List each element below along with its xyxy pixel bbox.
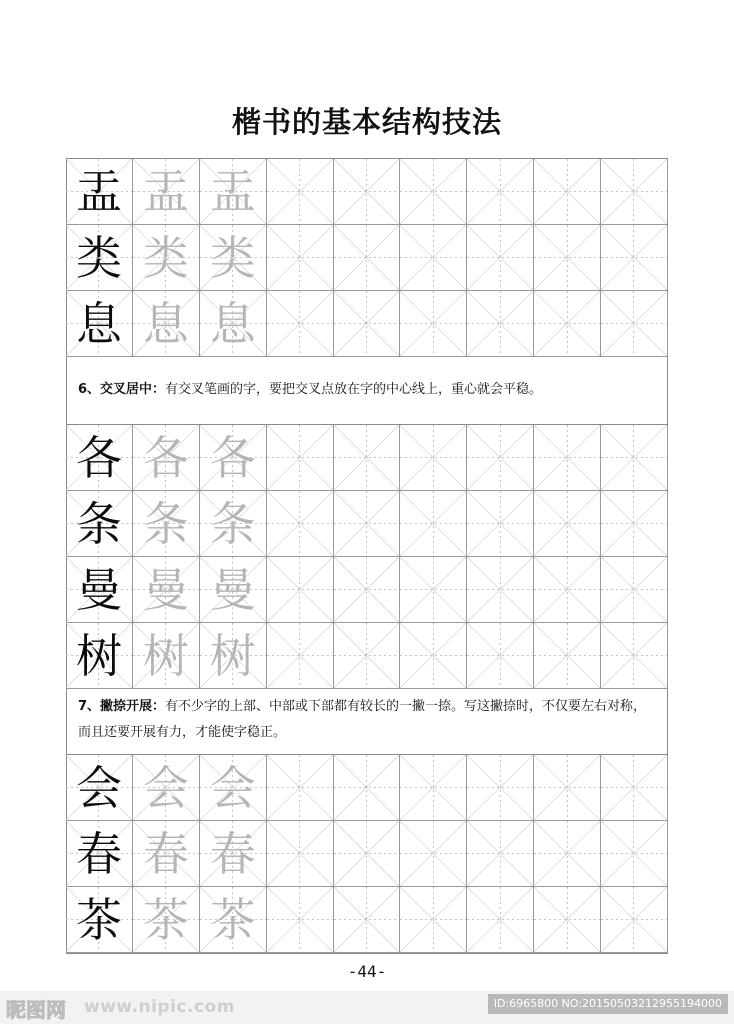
grid-cell [534,159,601,225]
trace-character: 茶 [142,892,189,947]
grid-cell [133,557,200,623]
grid-cell [66,887,133,953]
grid-cell [133,491,200,557]
grid-cell [133,225,200,291]
grid-cell [200,887,267,953]
grid-cell [267,623,334,689]
grid-cell [467,225,534,291]
trace-character: 条 [209,496,256,551]
grid-cell [200,623,267,689]
grid-cell [601,291,668,357]
grid-cell [400,557,467,623]
trace-character: 春 [142,826,189,881]
watermark-id: ID:6965800 NO:20150503212955194000 [488,994,728,1014]
grid-cell [66,491,133,557]
grid-cell [400,159,467,225]
grid-cell [534,821,601,887]
grid-cell [534,491,601,557]
note-heading: 6、交叉居中： [78,382,166,397]
grid-cell [601,159,668,225]
grid-cell [601,821,668,887]
grid-cell [267,425,334,491]
page-number: -44- [347,962,387,981]
grid-cell [534,425,601,491]
trace-character: 曼 [209,562,256,617]
grid-cell [267,291,334,357]
grid-cell [467,557,534,623]
grid-cell [467,491,534,557]
grid-cell [133,821,200,887]
trace-character: 曼 [142,562,189,617]
grid-cell [601,557,668,623]
trace-character: 条 [142,496,189,551]
grid-cell [467,887,534,953]
model-character: 曼 [75,562,122,617]
grid-cell [334,425,401,491]
grid-cell [133,755,200,821]
grid-cell [334,159,401,225]
trace-character: 类 [142,230,189,285]
grid-cell [400,291,467,357]
grid-cell [334,557,401,623]
grid-cell [334,491,401,557]
trace-character: 春 [209,826,256,881]
grid-cell [467,159,534,225]
model-character: 各 [75,430,122,485]
grid-cell [400,491,467,557]
grid-cell [334,623,401,689]
grid-cell [66,225,133,291]
grid-cell [200,225,267,291]
model-character: 盂 [75,164,122,219]
grid-cell [133,159,200,225]
grid-cell [467,821,534,887]
trace-character: 类 [209,230,256,285]
grid-cell [334,291,401,357]
model-character: 树 [75,628,122,683]
model-character: 茶 [75,892,122,947]
grid-cell [200,291,267,357]
grid-cell [400,623,467,689]
grid-cell [400,887,467,953]
grid-cell [400,755,467,821]
grid-cell [334,225,401,291]
technique-note-7 [66,694,668,746]
trace-character: 茶 [209,892,256,947]
grid-cell [267,557,334,623]
trace-character: 树 [142,628,189,683]
grid-cell [66,291,133,357]
model-character: 条 [75,496,122,551]
grid-cell [534,755,601,821]
trace-character: 盂 [209,164,256,219]
grid-cell [200,159,267,225]
grid-cell [400,425,467,491]
grid-cell [66,159,133,225]
grid-cell [133,623,200,689]
model-character: 会 [75,760,122,815]
grid-cell [267,755,334,821]
practice-grid-section-2 [66,424,668,689]
model-character: 息 [75,296,122,351]
grid-cell [400,225,467,291]
grid-cell [133,291,200,357]
grid-cell [267,159,334,225]
trace-character: 盂 [142,164,189,219]
grid-cell [601,425,668,491]
grid-cell [534,623,601,689]
page-title: 楷书的基本结构技法 [231,105,502,139]
note-heading: 7、撇捺开展： [78,699,166,714]
watermark-site: www.nipic.com [84,997,235,1017]
trace-character: 息 [142,296,189,351]
grid-cell [467,425,534,491]
grid-cell [66,821,133,887]
grid-cell [467,291,534,357]
watermark-logo: 昵图网 [6,998,66,1022]
grid-cell [267,821,334,887]
grid-cell [267,491,334,557]
trace-character: 息 [209,296,256,351]
grid-cell [66,425,133,491]
grid-cell [601,887,668,953]
grid-cell [133,425,200,491]
model-character: 春 [75,826,122,881]
grid-cell [534,887,601,953]
grid-cell [334,821,401,887]
grid-cell [200,755,267,821]
grid-cell [200,491,267,557]
grid-cell [66,557,133,623]
grid-cell [400,821,467,887]
grid-cell [467,755,534,821]
grid-cell [133,887,200,953]
trace-character: 会 [142,760,189,815]
grid-cell [534,225,601,291]
trace-character: 会 [209,760,256,815]
trace-character: 各 [142,430,189,485]
grid-cell [66,755,133,821]
technique-note-6 [66,377,668,403]
grid-cell [200,425,267,491]
grid-cell [601,755,668,821]
grid-cell [334,887,401,953]
grid-cell [601,225,668,291]
grid-cell [200,557,267,623]
grid-cell [534,291,601,357]
grid-cell [267,225,334,291]
grid-cell [267,887,334,953]
grid-cell [200,821,267,887]
grid-cell [534,557,601,623]
grid-cell [334,755,401,821]
practice-grid-section-3 [66,754,668,953]
trace-character: 各 [209,430,256,485]
practice-grid-section-1 [66,158,668,357]
grid-cell [601,491,668,557]
trace-character: 树 [209,628,256,683]
note-text: 有交叉笔画的字，要把交叉点放在字的中心线上，重心就会平稳。 [165,382,543,397]
grid-cell [601,623,668,689]
grid-cell [467,623,534,689]
note-text: 有不少字的上部、中部或下部都有较长的一撇一捺。写这撇捺时，不仅要左右对称，而且还要开展有力，才能使字稳正。 [78,699,647,740]
model-character: 类 [75,230,122,285]
grid-cell [66,623,133,689]
